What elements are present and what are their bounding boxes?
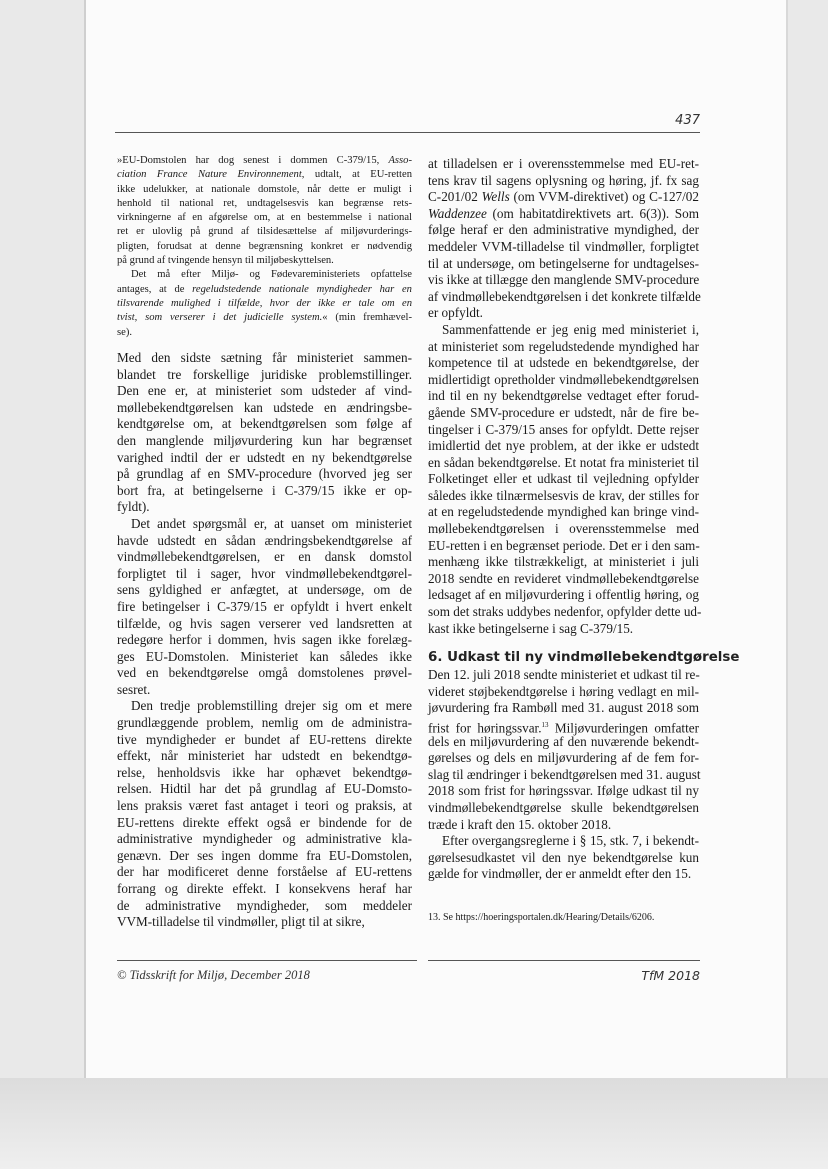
text-line: på grund af tvingende hensyn til miljøbeskyttelsen. [117, 255, 334, 267]
text-line: Folketinget eller et udkast til vejledning opfylder [428, 471, 699, 487]
text-line: Den tredje problemstilling drejer sig om et mere [131, 698, 412, 714]
text-span: « (min fremhævel- [322, 312, 412, 324]
text-line: ved en bekendtgørelse omgå domstolenes prøvel- [117, 665, 412, 681]
block-quote [117, 154, 412, 340]
text-line: menhæng ikke tilstrækkeligt, at ministeriet i juli [428, 554, 699, 570]
text-line: møllebekendtgørelsen i overensstemmelse med [428, 521, 699, 537]
text-line: blandet tre forskellige juridiske problemstillinger. [117, 366, 412, 382]
text-line: tilfælde, og hvis sagen verserer ved landsretten at [117, 615, 412, 631]
text-line: på grundlag af en SMV-procedure (hvorved jeg ser [117, 466, 412, 482]
text-line [428, 189, 699, 206]
text-line: til at undersøge, om betingelserne for undtagelses- [428, 255, 699, 271]
text-line: at tilladelsen er i overensstemmelse med EU-ret- [428, 156, 699, 171]
text-line: gående SMV-procedure er udstedt, når de fire be- [428, 404, 699, 420]
text-span: (om habitatdirektivets art. 6(3)). Som [486, 205, 699, 221]
text-line: gælde for vindmøller, der er anmeldt efter den 15. [428, 866, 692, 882]
text-line: Med den sidste sætning får ministeriet sammen- [117, 350, 412, 365]
text-line: administrative myndigheder og administrative kla- [117, 831, 412, 847]
text-line: henhold til national ret, undtagelsesvis kan begrænse rets- [117, 197, 412, 209]
paragraph [428, 156, 699, 322]
footer-short-title: TfM 2018 [641, 968, 700, 983]
page-number: 437 [675, 113, 700, 128]
text-span: tvist, som verserer i det judicielle system. [117, 312, 323, 324]
scan-background [0, 1078, 828, 1169]
text-span: antages, at de [117, 283, 193, 295]
text-span: tilsvarende mulighed i tilfælde, hvor der ikke er tale om en [117, 297, 412, 309]
text-line: bort fra, at betingelserne i C-379/15 ikke er op- [117, 482, 412, 498]
text-span: Miljøvurderingen omfatter [548, 720, 699, 736]
text-line: ledsaget af en miljøvurdering i offentlig høring, og [428, 587, 699, 603]
text-line: ikke udelukker, at nationale domstole, når dette er muligt i [117, 183, 412, 195]
text-line: Den ene er, at ministeriet som udsteder af vind- [117, 383, 412, 399]
text-line: således ikke tilnærmelsesvis de krav, der stilles for [428, 487, 699, 503]
text-line: 2018 som frist for høringssvar. Ifølge udkast til ny [428, 783, 699, 799]
text-line: imidlertid det nye problem, at der ikke er udstedt [428, 438, 699, 454]
paragraph [117, 516, 412, 699]
text-line: 2018 sendte en revideret vindmøllebekendtgørelse [428, 570, 699, 586]
text-line: havde udstedt en sådan ændringsbekendtgørelse af [117, 532, 412, 548]
text-line [117, 283, 412, 297]
text-span: regeludstedende nationale myndigheder har en [192, 283, 412, 295]
text-line: EU-rettens direkte effekt også er bindende for de [117, 814, 412, 830]
text-line: møllebekendtgørelsen kan udstede en ændringsbe- [117, 399, 412, 415]
text-line: fyldt). [117, 499, 150, 515]
footnote: 13. Se https://hoeringsportalen.dk/Hearing/Details/6206. [428, 911, 655, 923]
text-line: effekt, når ministeriet har udstedt en bekendtgø- [117, 748, 412, 764]
paragraph [117, 350, 412, 516]
text-line: sesret. [117, 681, 151, 697]
text-line: Sammenfattende er jeg enig med ministeriet i, [442, 321, 699, 337]
text-span: ciation France Nature Environnement [117, 169, 302, 181]
text-line: videret støjbekendtgørelse i høring vedlagt en mil- [428, 683, 699, 699]
text-line: kompetence til at udstede en bekendtgørelse, der [428, 355, 699, 371]
text-line: virkningerne af en afgørelse om, at en bestemmelse i national [117, 212, 412, 224]
text-line [117, 168, 412, 182]
paragraph [117, 698, 412, 930]
text-line: som det straks uddybes nedenfor, opfylder dette ud- [428, 604, 702, 620]
text-line: genævn. Der ses ingen domme fra EU-Domstolen, [117, 847, 412, 863]
text-span: »EU-Domstolen har dog senest i dommen C-379/15, [117, 155, 389, 166]
text-line: en sådan bekendtgørelse. Et notat fra ministeriet til [428, 454, 699, 470]
text-line: relse, henholdsvis ikke har ophævet bekendtgø- [117, 764, 412, 780]
text-line: sens gyldighed er anfægtet, at undersøge, om de [117, 582, 412, 598]
text-line: vindmøllebekendtgørelse skulle bekendtgørelsen [428, 799, 699, 815]
text-line: pligten, forudsat at denne begrænsning konkret er nødvendig [117, 240, 412, 252]
text-line: grundlæggende problem, nemlig om de administra- [117, 715, 412, 731]
text-line [117, 154, 412, 168]
text-line: Det må efter Miljø- og Fødevareministeriets opfattelse [131, 269, 412, 281]
footer-journal: © Tidsskrift for Miljø, December 2018 [117, 968, 310, 982]
text-line: de administrative myndigheder, som meddeler [117, 897, 412, 913]
paragraph [428, 833, 699, 883]
text-line: gørelsesudkastet vil den nye bekendtgørelse kun [428, 849, 699, 865]
text-line: Efter overgangsreglerne i § 15, stk. 7, i bekendt- [442, 833, 699, 849]
paragraph [428, 321, 702, 637]
text-span: Wells [481, 189, 510, 205]
text-line: tingelser i C-379/15 anses for opfyldt. Dette rejser [428, 421, 699, 437]
text-line: Den 12. juli 2018 sendte ministeriet et udkast til re- [428, 667, 700, 683]
text-line: gørelses og dels en miljøvurdering af de fem for- [428, 750, 699, 766]
section-heading: 6. Udkast til ny vindmøllebekendtgørelse [428, 650, 740, 666]
text-span: frist for høringssvar. [428, 720, 542, 736]
text-line: fire betingelser i C-379/15 er opfyldt i hvert enkelt [117, 598, 412, 614]
text-line: redegøre herfor i dommen, hvis sagen ikke forelæg- [117, 632, 412, 648]
text-line: ret er ulovlig på grund af tilsidesættelse af miljøvurderings- [117, 226, 412, 238]
text-line: ind til en ny bekendtgørelse vedtaget efter forud- [428, 388, 699, 404]
text-span: C-201/02 [428, 189, 482, 205]
text-line: dels en miljøvurdering af den nuværende bekendt- [428, 733, 699, 749]
text-line: slag til ændringer i bekendtgørelsen med 31. august [428, 766, 701, 782]
text-line [117, 311, 412, 325]
text-span: , udtalt, at EU-retten [301, 169, 413, 181]
text-span: (om VVM-direktivet) og C-127/02 [509, 189, 699, 205]
text-line: forpligtet til i sager, hvor vindmøllebekendtgørel- [117, 565, 412, 581]
text-line: lens praksis været fast antaget i teori og praksis, at [117, 798, 412, 814]
text-line: tens krav til sagens oplysning og høring, jf. fx sag [428, 172, 699, 188]
text-line: VVM-tilladelse til vindmøller, pligt til at sikre, [117, 914, 365, 930]
text-line: følge heraf er den administrative myndighed, der [428, 222, 699, 238]
text-line: den manglende miljøvurdering kun har begrænset [117, 432, 412, 448]
text-span: Waddenzee [428, 205, 487, 221]
text-line: tive myndigheder er bundet af EU-rettens direkte [117, 731, 412, 747]
text-line: varighed indtil der er udstedt en ny bekendtgørelse [117, 449, 412, 465]
text-line [428, 206, 699, 223]
text-line: forrang og direkte effekt. I konsekvens heraf har [117, 881, 412, 896]
text-line: kast ikke betingelserne i sag C-379/15. [428, 620, 634, 636]
text-line: at ministeriet som regeludstedende myndighed har [428, 338, 699, 354]
text-line: se). [117, 326, 133, 338]
text-line: Det andet spørgsmål er, at uanset om ministeriet [131, 515, 412, 531]
text-line: vindmøllebekendtgørelsen, er en dansk domstol [117, 549, 412, 565]
text-line: der har modificeret denne forståelse af EU-rettens [117, 864, 412, 880]
text-line: relsen. Hidtil har det på grundlag af EU-Domsto- [117, 781, 412, 797]
text-line: midlertidigt opretholder vindmøllebekendtgørelsen [428, 371, 699, 387]
left-column-text [117, 350, 412, 931]
text-line: jøvurdering fra Rambøll med 31. august 2018 som [428, 700, 699, 716]
text-line: at en regeludstedende myndighed kan bringe vind- [428, 504, 699, 520]
footer-rule-right [428, 960, 700, 961]
text-line: træde i kraft den 15. oktober 2018. [428, 816, 612, 832]
text-line: er opfyldt. [428, 305, 483, 321]
text-line: ges EU-Domstolen. Ministeriet kan således ikke [117, 648, 412, 664]
header-rule [115, 132, 700, 133]
footnote-ref: 13 [541, 721, 549, 729]
text-line: meddeler VVM-tilladelse til vindmøller, forpligtet [428, 238, 699, 254]
footer-rule-left [117, 960, 417, 961]
spacer [428, 637, 699, 649]
right-column-text [428, 156, 740, 924]
paragraph [428, 667, 699, 833]
text-line: EU-retten i en begrænset periode. Det er i den sam- [428, 537, 700, 553]
text-line: vis ikke at tillægge den manglende SMV-procedure [428, 272, 700, 288]
text-line: kendtgørelse om, at bekendtgørelsen som følge af [117, 416, 412, 432]
text-line [117, 297, 412, 311]
text-span: Asso- [388, 155, 412, 166]
text-line: af vindmøllebekendtgørelsen i det konkrete tilfælde [428, 288, 701, 304]
text-line [428, 717, 699, 734]
